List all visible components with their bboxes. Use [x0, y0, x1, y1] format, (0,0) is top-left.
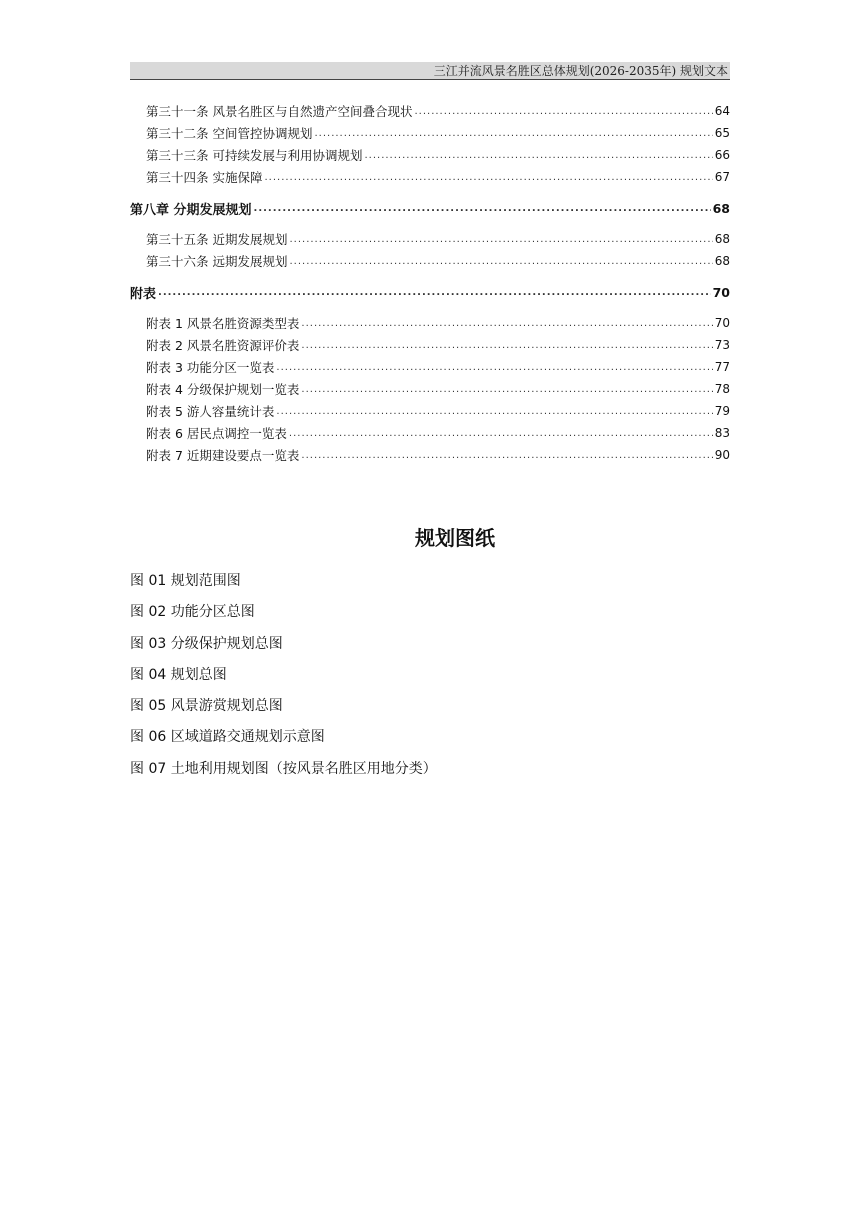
- toc-entry-page-number: 68: [714, 232, 730, 246]
- drawing-list-item: 图 01 规划范围图: [130, 573, 241, 589]
- toc-leader-dots: [158, 287, 711, 298]
- toc-entry-page-number: 73: [714, 338, 730, 352]
- toc-entry-page-number: 64: [714, 104, 730, 118]
- toc-entry-page-number: 78: [714, 382, 730, 396]
- drawing-list-item: 图 04 规划总图: [130, 666, 227, 683]
- toc-entry[interactable]: [130, 378, 730, 400]
- toc-leader-dots: [301, 340, 712, 351]
- toc-leader-dots: [289, 256, 712, 267]
- drawing-list-item: 图 06 区域道路交通规划示意图: [130, 729, 325, 746]
- toc-entry-label: 第八章 分期发展规划: [130, 199, 254, 218]
- drawing-list-item: 图 07 土地利用规划图（按风景名胜区用地分类）: [130, 760, 437, 777]
- toc-entry[interactable]: [130, 100, 730, 122]
- toc-leader-dots: [301, 450, 712, 461]
- drawings-section-title: 规划图纸: [415, 526, 495, 550]
- toc-entry-label: 第三十一条 风景名胜区与自然遗产空间叠合现状: [146, 104, 413, 119]
- toc-entry-label: 第三十二条 空间管控协调规划: [146, 126, 313, 141]
- toc-chapter-entry[interactable]: [130, 197, 730, 219]
- toc-entry[interactable]: [130, 422, 730, 444]
- drawing-list-item: 图 03 分级保护规划总图: [130, 635, 283, 652]
- toc-entry-label: 第三十五条 近期发展规划: [146, 232, 288, 247]
- toc-entry-page-number: 66: [714, 148, 730, 162]
- toc-entry-page-number: 68: [714, 254, 730, 268]
- page-header: [130, 62, 730, 80]
- toc-leader-dots: [414, 106, 712, 117]
- toc-entry-label: 附表 4 分级保护规划一览表: [146, 382, 300, 397]
- toc-entry[interactable]: [130, 122, 730, 144]
- toc-entry-label: 第三十三条 可持续发展与利用协调规划: [146, 148, 363, 163]
- table-of-contents: [130, 100, 730, 466]
- header-title: 三江并流风景名胜区总体规划(2026-2035年) 规划文本: [433, 64, 728, 78]
- toc-entry-label: 附表 6 居民点调控一览表: [146, 426, 287, 441]
- toc-leader-dots: [301, 318, 712, 329]
- toc-entry[interactable]: [130, 312, 730, 334]
- toc-chapter-entry[interactable]: [130, 281, 730, 303]
- toc-entry-label: 附表 7 近期建设要点一览表: [146, 448, 300, 463]
- drawing-list-item: 图 05 风景游赏规划总图: [130, 698, 283, 715]
- toc-leader-dots: [314, 128, 712, 139]
- toc-entry[interactable]: [130, 166, 730, 188]
- toc-entry-label: 附表: [130, 283, 158, 302]
- toc-entry-label: 第三十四条 实施保障: [146, 170, 263, 185]
- toc-entry-label: 第三十六条 远期发展规划: [146, 254, 288, 269]
- toc-entry[interactable]: [130, 250, 730, 272]
- toc-leader-dots: [276, 362, 712, 373]
- toc-entry-page-number: 67: [714, 170, 730, 184]
- toc-leader-dots: [276, 406, 712, 417]
- toc-entry-page-number: 79: [714, 404, 730, 418]
- toc-entry-page-number: 68: [712, 200, 730, 216]
- toc-entry[interactable]: [130, 400, 730, 422]
- toc-entry-label: 附表 5 游人容量统计表: [146, 404, 275, 419]
- toc-entry[interactable]: [130, 228, 730, 250]
- toc-entry-page-number: 70: [714, 316, 730, 330]
- drawing-list-item: 图 02 功能分区总图: [130, 604, 255, 621]
- toc-leader-dots: [289, 234, 712, 245]
- toc-entry-label: 附表 2 风景名胜资源评价表: [146, 338, 300, 353]
- toc-entry-page-number: 65: [714, 126, 730, 140]
- toc-entry[interactable]: [130, 444, 730, 466]
- toc-entry[interactable]: [130, 144, 730, 166]
- toc-entry-label: 附表 1 风景名胜资源类型表: [146, 316, 300, 331]
- toc-entry-label: 附表 3 功能分区一览表: [146, 360, 275, 375]
- toc-leader-dots: [254, 203, 711, 214]
- toc-entry-page-number: 90: [714, 448, 730, 462]
- toc-entry-page-number: 70: [712, 284, 730, 300]
- toc-leader-dots: [301, 384, 712, 395]
- toc-entry-page-number: 77: [714, 360, 730, 374]
- toc-leader-dots: [264, 172, 712, 183]
- toc-entry[interactable]: [130, 356, 730, 378]
- toc-entry-page-number: 83: [714, 426, 730, 440]
- toc-entry[interactable]: [130, 334, 730, 356]
- drawings-list: [130, 566, 730, 785]
- toc-leader-dots: [364, 150, 712, 161]
- toc-leader-dots: [289, 428, 713, 439]
